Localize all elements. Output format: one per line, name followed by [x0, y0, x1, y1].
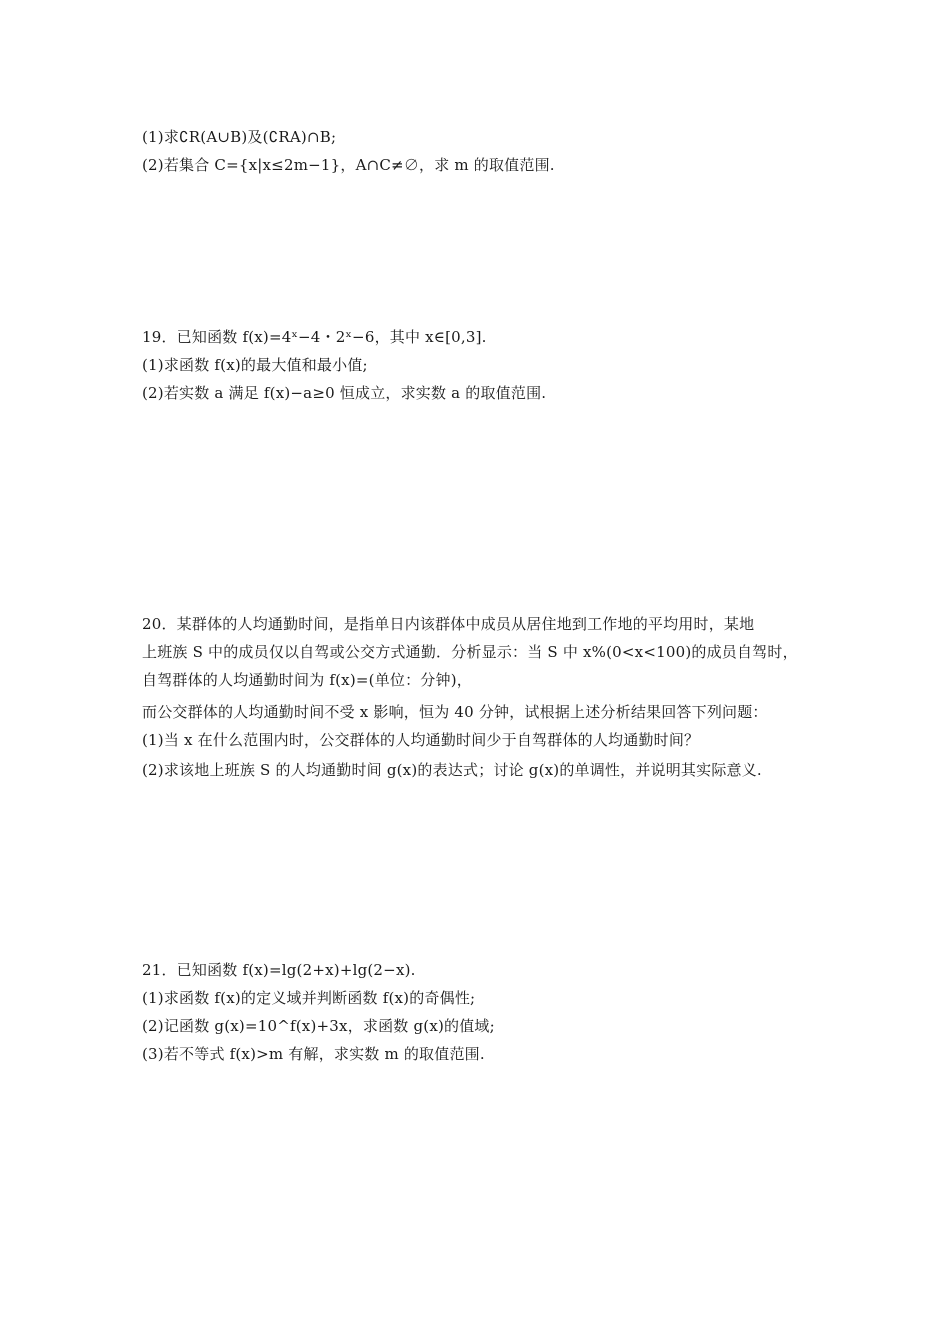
q20-line2: 上班族 S 中的成员仅以自驾或公交方式通勤．分析显示：当 S 中 x%(0<x<100)的成员自驾时， — [142, 643, 798, 661]
q21-part1: (1)求函数 f(x)的定义域并判断函数 f(x)的奇偶性; — [142, 989, 476, 1007]
q20-part2: (2)求该地上班族 S 的人均通勤时间 g(x)的表达式；讨论 g(x)的单调性，并说明其实际意义. — [142, 761, 762, 779]
q20-part1: (1)当 x 在什么范围内时，公交群体的人均通勤时间少于自驾群体的人均通勤时间？ — [142, 731, 700, 749]
q19-stem: 19．已知函数 f(x)=4ˣ−4・2ˣ−6，其中 x∈[0,3]. — [142, 328, 487, 346]
q18-part1: (1)求∁R(A∪B)及(∁RA)∩B; — [142, 128, 337, 146]
q20-line1: 20．某群体的人均通勤时间，是指单日内该群体中成员从居住地到工作地的平均用时，某地 — [142, 615, 755, 633]
q21-part3: (3)若不等式 f(x)>m 有解，求实数 m 的取值范围. — [142, 1045, 485, 1063]
q20-line4: 而公交群体的人均通勤时间不受 x 影响，恒为 40 分钟，试根据上述分析结果回答下列问题： — [142, 703, 768, 721]
q19-part1: (1)求函数 f(x)的最大值和最小值; — [142, 356, 368, 374]
q21-stem: 21．已知函数 f(x)=lg(2+x)+lg(2−x). — [142, 961, 416, 979]
q18-part2: (2)若集合 C={x|x≤2m−1}，A∩C≠∅，求 m 的取值范围. — [142, 156, 555, 174]
q20-line3: 自驾群体的人均通勤时间为 f(x)=(单位：分钟)， — [142, 671, 472, 689]
q19-part2: (2)若实数 a 满足 f(x)−a≥0 恒成立，求实数 a 的取值范围. — [142, 384, 547, 402]
q21-part2: (2)记函数 g(x)=10^f(x)+3x，求函数 g(x)的值域; — [142, 1017, 495, 1035]
